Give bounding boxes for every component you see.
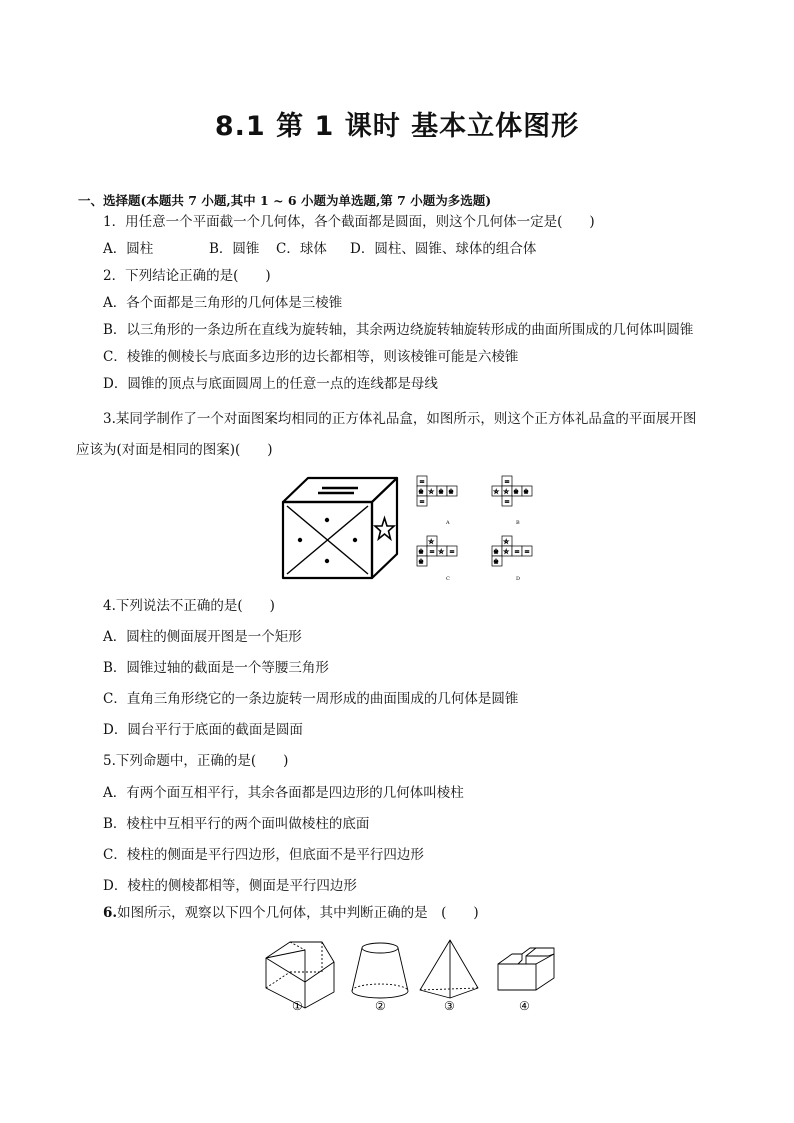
- section-heading: 一、选择题(本题共 7 小题,其中 1 ~ 6 小题为单选题,第 7 小题为多选题): [78, 193, 492, 208]
- gift-box-cube-figure: [278, 474, 402, 582]
- svg-text:☆: ☆: [503, 548, 509, 556]
- svg-text:※: ※: [418, 548, 424, 556]
- q5-option-d: D．棱柱的侧棱都相等，侧面是平行四边形: [103, 878, 357, 894]
- q4-option-a: A．圆柱的侧面展开图是一个矩形: [103, 629, 302, 645]
- solid-4-notched-block: [498, 948, 554, 990]
- svg-text:=: =: [419, 498, 425, 506]
- q6-stem-text: 如图所示，观察以下四个几何体，其中判断正确的是 ( ): [117, 905, 479, 921]
- q3-stem-line1: 3.某同学制作了一个对面图案均相同的正方体礼品盒，如图所示，则这个正方体礼品盒的平面展开图: [103, 411, 697, 427]
- q4-option-b: B．圆锥过轴的截面是一个等腰三角形: [103, 660, 329, 676]
- q2-option-d: D．圆锥的顶点与底面圆周上的任意一点的连线都是母线: [103, 376, 438, 392]
- solid-label-4: ④: [519, 999, 530, 1013]
- solid-label-1: ①: [292, 999, 303, 1013]
- svg-text:※: ※: [513, 488, 519, 496]
- solid-3-pyramid: [420, 940, 478, 998]
- net-c: [417, 536, 457, 566]
- page-title: 8.1 第 1 课时 基本立体图形: [214, 111, 580, 142]
- net-label-a: A: [446, 520, 450, 526]
- q3-stem-line2: 应该为(对面是相同的图案)( ): [76, 442, 273, 458]
- net-label-d: D: [516, 576, 521, 582]
- q2-option-b: B．以三角形的一条边所在直线为旋转轴，其余两边绕旋转轴旋转形成的曲面所围成的几何体叫圆锥: [103, 322, 694, 338]
- net-b: [492, 476, 532, 506]
- svg-text:=: =: [449, 548, 455, 556]
- four-solids-figure: [260, 936, 560, 1016]
- net-label-b: B: [516, 520, 520, 526]
- svg-text:☆: ☆: [438, 548, 444, 556]
- svg-text:※: ※: [448, 488, 454, 496]
- q5-option-b: B．棱柱中互相平行的两个面叫做棱柱的底面: [103, 816, 370, 832]
- net-label-c: C: [446, 576, 450, 582]
- svg-text:※: ※: [418, 488, 424, 496]
- q1-option-a: A．圆柱: [103, 241, 154, 257]
- q6-number: 6.: [103, 905, 118, 921]
- svg-text:=: =: [419, 478, 425, 486]
- solid-label-3: ③: [444, 999, 455, 1013]
- svg-text:※: ※: [438, 488, 444, 496]
- cube-nets-options-figure: [412, 474, 554, 584]
- solid-label-2: ②: [375, 999, 386, 1013]
- svg-text:※: ※: [493, 558, 499, 566]
- svg-text:=: =: [524, 548, 530, 556]
- q4-option-d: D．圆台平行于底面的截面是圆面: [103, 722, 303, 738]
- svg-text:=: =: [514, 548, 520, 556]
- star-icon: [375, 518, 394, 539]
- svg-text:☆: ☆: [493, 488, 499, 496]
- solid-2-frustum: [352, 943, 408, 998]
- q1-option-d: D．圆柱、圆锥、球体的组合体: [350, 241, 537, 257]
- svg-text:※: ※: [493, 548, 499, 556]
- svg-text:=: =: [504, 478, 510, 486]
- q1-stem: 1．用任意一个平面截一个几何体，各个截面都是圆面，则这个几何体一定是( ): [103, 214, 595, 230]
- svg-text:☆: ☆: [428, 488, 434, 496]
- q2-option-c: C．棱锥的侧棱长与底面多边形的边长都相等，则该棱锥可能是六棱锥: [103, 349, 519, 365]
- q4-stem: 4.下列说法不正确的是( ): [103, 598, 275, 614]
- svg-text:☆: ☆: [503, 488, 509, 496]
- q6-stem: [103, 904, 479, 922]
- q2-stem: 2．下列结论正确的是( ): [103, 268, 271, 284]
- svg-text:=: =: [504, 498, 510, 506]
- q4-option-c: C．直角三角形绕它的一条边旋转一周形成的曲面围成的几何体是圆锥: [103, 691, 519, 707]
- net-d: [492, 536, 532, 566]
- q1-option-c: C．球体: [276, 241, 327, 257]
- q5-stem: 5.下列命题中，正确的是( ): [103, 753, 289, 769]
- svg-text:※: ※: [418, 558, 424, 566]
- svg-text:☆: ☆: [428, 538, 434, 546]
- svg-text:=: =: [429, 548, 435, 556]
- svg-text:☆: ☆: [503, 538, 509, 546]
- net-a: [417, 476, 457, 506]
- q5-option-a: A．有两个面互相平行，其余各面都是四边形的几何体叫棱柱: [103, 785, 464, 801]
- q1-option-b: B．圆锥: [209, 241, 260, 257]
- svg-text:※: ※: [523, 488, 529, 496]
- q2-option-a: A．各个面都是三角形的几何体是三棱锥: [103, 295, 343, 311]
- q5-option-c: C．棱柱的侧面是平行四边形，但底面不是平行四边形: [103, 847, 424, 863]
